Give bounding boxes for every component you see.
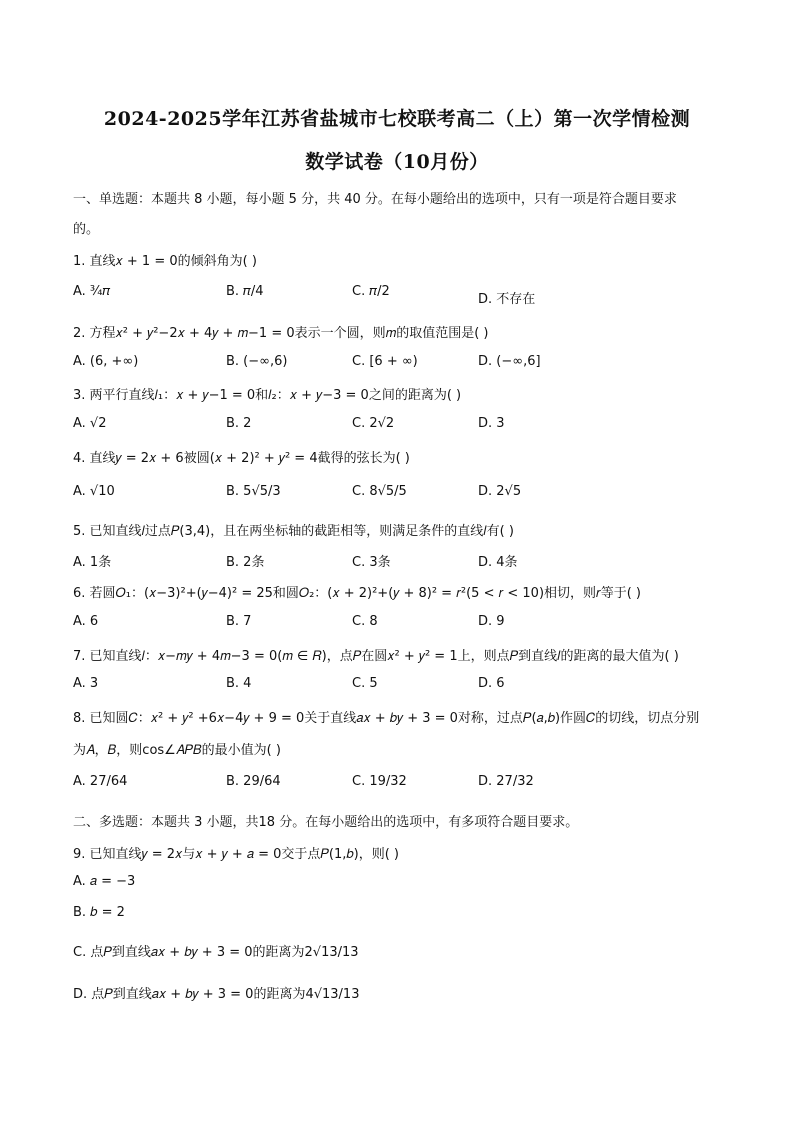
section2-heading: 二、多选题：本题共 3 小题，共18 分。在每小题给出的选项中，有多项符合题目要求。 <box>73 815 579 830</box>
question-3-option-c: C. 2√2 <box>352 416 395 431</box>
question-8-option-d: D. 27/32 <box>478 774 534 789</box>
question-6-option-a: A. 6 <box>73 614 99 629</box>
question-2-option-a: A. (6, +∞) <box>73 354 139 369</box>
question-5-option-a: A. 1条 <box>73 555 112 570</box>
question-3-stem: 3. 两平行直线𝑙₁：𝑥 + 𝑦−1 = 0和𝑙₂：𝑥 + 𝑦−3 = 0之间的距离为( ) <box>73 388 462 403</box>
question-4-option-b: B. 5√5/3 <box>226 484 281 499</box>
question-5-option-c: C. 3条 <box>352 555 391 570</box>
question-8-stem: 8. 已知圆𝐶：𝑥² + 𝑦² +6𝑥−4𝑦 + 9 = 0关于直线𝑎𝑥 + 𝑏𝑦 + 3 = 0对称，过点𝑃(𝑎,𝑏)作圆𝐶的切线，切点分别 <box>73 711 700 726</box>
section1-heading-cont: 的。 <box>73 222 100 237</box>
question-9-option-a: A. 𝑎 = −3 <box>73 874 136 889</box>
question-3-option-d: D. 3 <box>478 416 505 431</box>
question-4-stem: 4. 直线𝑦 = 2𝑥 + 6被圆(𝑥 + 2)² + 𝑦² = 4截得的弦长为( ) <box>73 451 410 466</box>
question-5-option-b: B. 2条 <box>226 555 265 570</box>
question-1-option-a: A. ¾𝜋 <box>73 284 111 299</box>
question-8-option-a: A. 27/64 <box>73 774 128 789</box>
question-7-option-d: D. 6 <box>478 676 505 691</box>
question-6-option-c: C. 8 <box>352 614 378 629</box>
question-9-option-c: C. 点𝑃到直线𝑎𝑥 + 𝑏𝑦 + 3 = 0的距离为2√13/13 <box>73 945 359 960</box>
question-4-option-a: A. √10 <box>73 484 115 499</box>
question-6-stem: 6. 若圆𝑂₁：(𝑥−3)²+(𝑦−4)² = 25和圆𝑂₂：(𝑥 + 2)²+(𝑦 + 8)² = 𝑟²(5 < 𝑟 < 10)相切，则𝑟等于( ) <box>73 586 641 601</box>
question-2-option-c: C. [6 + ∞) <box>352 354 418 369</box>
question-6-option-b: B. 7 <box>226 614 252 629</box>
question-9-option-b: B. 𝑏 = 2 <box>73 905 125 920</box>
question-2-option-b: B. (−∞,6) <box>226 354 288 369</box>
question-5-option-d: D. 4条 <box>478 555 518 570</box>
question-7-option-a: A. 3 <box>73 676 99 691</box>
question-6-option-d: D. 9 <box>478 614 505 629</box>
question-9-option-d: D. 点𝑃到直线𝑎𝑥 + 𝑏𝑦 + 3 = 0的距离为4√13/13 <box>73 987 360 1002</box>
question-7-option-b: B. 4 <box>226 676 252 691</box>
question-7-option-c: C. 5 <box>352 676 378 691</box>
question-3-option-a: A. √2 <box>73 416 107 431</box>
question-8-stem-cont: 为𝐴，𝐵，则cos∠𝐴𝑃𝐵的最小值为( ) <box>73 743 281 758</box>
page-title: 2024-2025学年江苏省盐城市七校联考高二（上）第一次学情检测 <box>103 108 691 130</box>
section1-heading: 一、单选题：本题共 8 小题，每小题 5 分，共 40 分。在每小题给出的选项中，只有一项是符合题目要求 <box>73 192 677 207</box>
question-3-option-b: B. 2 <box>226 416 252 431</box>
question-2-option-d: D. (−∞,6] <box>478 354 541 369</box>
question-8-option-b: B. 29/64 <box>226 774 281 789</box>
question-9-stem: 9. 已知直线𝑦 = 2𝑥与𝑥 + 𝑦 + 𝑎 = 0交于点𝑃(1,𝑏)，则( ) <box>73 847 400 862</box>
page-subtitle: 数学试卷（10月份） <box>305 151 489 173</box>
question-4-option-d: D. 2√5 <box>478 484 522 499</box>
question-2-stem: 2. 方程𝑥² + 𝑦²−2𝑥 + 4𝑦 + 𝑚−1 = 0表示一个圆，则𝑚的取值范围是( ) <box>73 326 489 341</box>
question-4-option-c: C. 8√5/5 <box>352 484 407 499</box>
question-1-option-c: C. 𝜋/2 <box>352 284 390 299</box>
question-1-stem: 1. 直线𝑥 + 1 = 0的倾斜角为( ) <box>73 254 257 269</box>
question-1-option-d: D. 不存在 <box>478 292 536 307</box>
question-7-stem: 7. 已知直线𝑙：𝑥−𝑚𝑦 + 4𝑚−3 = 0(𝑚 ∈ 𝑅)，点𝑃在圆𝑥² + 𝑦² = 1上，则点𝑃到直线𝑙的距离的最大值为( ) <box>73 649 679 664</box>
question-8-option-c: C. 19/32 <box>352 774 407 789</box>
question-5-stem: 5. 已知直线𝑙过点𝑃(3,4)，且在两坐标轴的截距相等，则满足条件的直线𝑙有( ) <box>73 524 514 539</box>
question-1-option-b: B. 𝜋/4 <box>226 284 264 299</box>
